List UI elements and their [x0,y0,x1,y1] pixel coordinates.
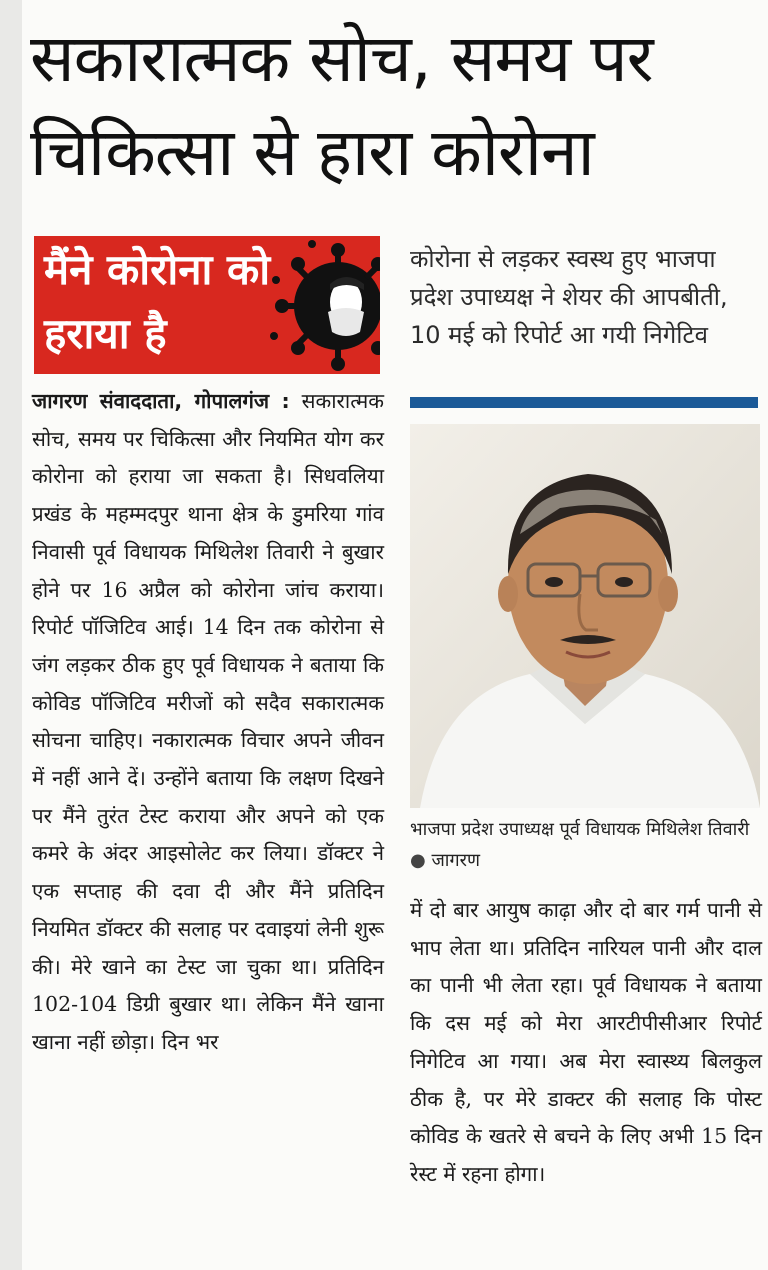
article-column-right: में दो बार आयुष काढ़ा और दो बार गर्म पानी से भाप लेता था। प्रतिदिन नारियल पानी और दाल का पानी भी लेता रहा। पूर्व विधायक ने बताया कि दस मई को मेरा आरटीपीसीआर रिपोर्ट निगेटिव आ गया। अब मेरा स्वास्थ्य बिलकुल ठीक है, पर मेरे डाक्टर की सलाह कि पोस्ट कोविड के खतरे से बचने के लिए अभी 15 दिन रेस्ट में रहना होगा। [410,898,762,1186]
blue-rule [410,397,758,408]
portrait-illustration [410,424,760,808]
badge-banner [34,236,380,374]
page-margin [0,0,22,1270]
article-text-left: सकारात्मक सोच, समय पर चिकित्सा और नियमित योग कर कोरोना को हराया जा सकता है। सिधवलिया प्रखंड के महम्मदपुर थाना क्षेत्र के डुमरिया गांव निवासी पूर्व विधायक मिथिलेश तिवारी ने बुखार होने पर 16 अप्रैल को कोरोना जांच कराया। रिपोर्ट पॉजिटिव आई। 14 दिन तक कोरोना से जंग लड़कर ठीक हुए पूर्व विधायक ने बताया कि कोविड पॉजिटिव मरीजों को सदैव सकारात्मक सोचना चाहिए। नकारात्मक विचार अपने जीवन में नहीं आने दें। उन्होंने बताया कि लक्षण दिखने पर मैंने तुरंत टेस्ट कराया और अपने को एक कमरे के अंदर आइसोलेट कर लिया। डॉक्टर ने एक सप्ताह की दवा दी और मैंने प्रतिदिन नियमित डॉक्टर की सलाह पर दवाइयां लेनी शुरू की। मेरे खाने का टेस्ट जा चुका था। प्रतिदिन 102-104 डिग्री बुखार था। लेकिन मैंने खाना खाना नहीं छोड़ा। दिन भर [32,389,384,1054]
bullet-icon: ● [410,850,432,871]
deck-subheading: कोरोना से लड़कर स्वस्थ हुए भाजपा प्रदेश उपाध्यक्ष ने शेयर की आपबीती, 10 मई को रिपोर्ट आ गयी निगेटिव [410,245,728,349]
coronavirus-icon [268,240,380,372]
photo-credit: जागरण [431,850,480,871]
byline: जागरण संवाददाता, गोपालगंज : [32,389,290,413]
portrait-photo [410,424,760,808]
photo-caption [410,814,760,876]
article-column-left [32,383,384,1062]
caption-text: भाजपा प्रदेश उपाध्यक्ष पूर्व विधायक मिथिलेश तिवारी [410,819,750,840]
badge-text: मैंने कोरोना को हराया है [44,245,271,358]
headline: सकारात्मक सोच, समय पर चिकित्सा से हारा कोरोना [30,20,653,191]
